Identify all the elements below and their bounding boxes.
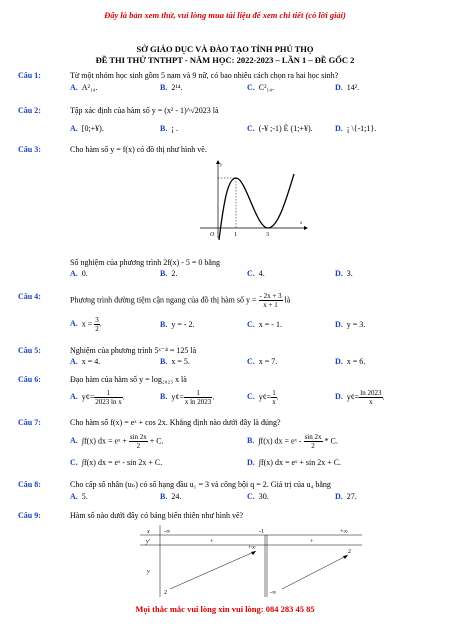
bottom-banner: Mọi thắc mắc vui lòng xin vui lòng: 084 283 45 85 (135, 604, 315, 614)
option-d: D. x = 6. (335, 357, 366, 366)
x-pos-inf: +∞ (340, 529, 348, 535)
y-left-end: +∞ (248, 545, 256, 551)
option-d: D. y¢= $\frac{\ln 2023}{x}$ . (335, 389, 385, 406)
tick-3-label: 3 (266, 232, 269, 238)
row-yprime-label: y' (146, 539, 150, 545)
origin-label: O (210, 232, 215, 238)
sign-plus-right: + (310, 539, 314, 545)
option-a: A. [0;+¥). (70, 124, 104, 133)
function-graph (198, 160, 308, 240)
arrow-increase-right (282, 555, 348, 589)
option-c: C. x = 7. (247, 357, 278, 366)
option-c: C. x = - 1. (247, 320, 282, 329)
x-minus-one: -1 (259, 529, 264, 535)
option-b: B. 2¹⁴. (160, 83, 183, 92)
row-y-label: y (147, 569, 150, 575)
option-b: B. y = - 2. (160, 320, 195, 329)
option-b: B. x = 5. (160, 357, 190, 366)
option-a: A. y¢= $\frac{1}{\text{2023 ln x}}$ . (70, 389, 125, 406)
option-d: D. 3. (335, 269, 353, 278)
option-c: C. y¢= $\frac{1}{x}$ . (247, 389, 279, 406)
option-a: A. x = 4. (70, 357, 101, 366)
option-a: A. 0. (70, 269, 88, 278)
function-curve (219, 174, 294, 240)
option-a: A. A²₁₄. (70, 83, 98, 92)
arrow-increase-left (170, 551, 256, 589)
option-c: C. (-¥ ;-1) È (1;+¥). (247, 124, 313, 133)
department-title: SỞ GIÁO DỤC VÀ ĐÀO TẠO TỈNH PHÚ THỌ (136, 44, 314, 54)
tick-1-label: 1 (234, 232, 237, 238)
row-x-label: x (147, 529, 150, 535)
option-d: D. ∫f(x) dx = eˣ + sin 2x + C. (247, 458, 342, 467)
option-b: B. ∫f(x) dx = eˣ - $\frac{\sin 2x}{2}$ * C. (247, 433, 338, 450)
y-left-start: 2 (164, 590, 167, 596)
y-right-start: -∞ (270, 590, 277, 596)
option-c: C. C²₁₄. (247, 83, 275, 92)
option-c: C. ∫f(x) dx = eˣ - sin 2x + C. (70, 458, 163, 467)
y-right-end: 2 (348, 549, 351, 555)
top-banner: Đây là bản xem thử, vui lòng mua tài liệu để xem chi tiết (có lời giải) (104, 10, 346, 20)
option-d: D. y = 3. (335, 320, 366, 329)
option-a: A. x = $\frac{3}{2}$ . (70, 316, 102, 333)
option-b: B. 2. (160, 269, 178, 278)
x-axis-label: x (300, 221, 303, 226)
y-axis-label: y (220, 163, 223, 168)
option-b: B. 24. (160, 492, 182, 501)
option-c: C. 30. (247, 492, 269, 501)
option-d: D. 14². (335, 83, 360, 92)
variation-table (140, 525, 362, 597)
option-c: C. 4. (247, 269, 265, 278)
option-d: D. ¡ \{-1;1}. (335, 124, 377, 133)
option-b: B. ¡ . (160, 124, 179, 133)
sign-plus-left: + (210, 539, 214, 545)
question-text: Từ một nhóm học sinh gồm 5 nam và 9 nữ, có bao nhiêu cách chọn ra hai học sinh? (70, 71, 339, 80)
fraction: $\frac{- 2x + 3}{x + 1}$ (259, 292, 282, 309)
option-d: D. 27. (335, 492, 357, 501)
exam-title: ĐỀ THI THỬ TNTHPT - NĂM HỌC: 2022-2023 – LẦN 1 – ĐỀ GỐC 2 (95, 55, 355, 65)
option-a: A. ∫f(x) dx = eˣ + $\frac{\sin 2x}{2}$ + C. (70, 433, 164, 450)
question-number: Câu 1: (18, 71, 41, 80)
x-axis-arrow (304, 226, 308, 230)
x-neg-inf: -∞ (164, 529, 171, 535)
option-b: B. y¢= $\frac{1}{\text{x ln 2023}}$ . (160, 389, 215, 406)
option-a: A. 5. (70, 492, 88, 501)
